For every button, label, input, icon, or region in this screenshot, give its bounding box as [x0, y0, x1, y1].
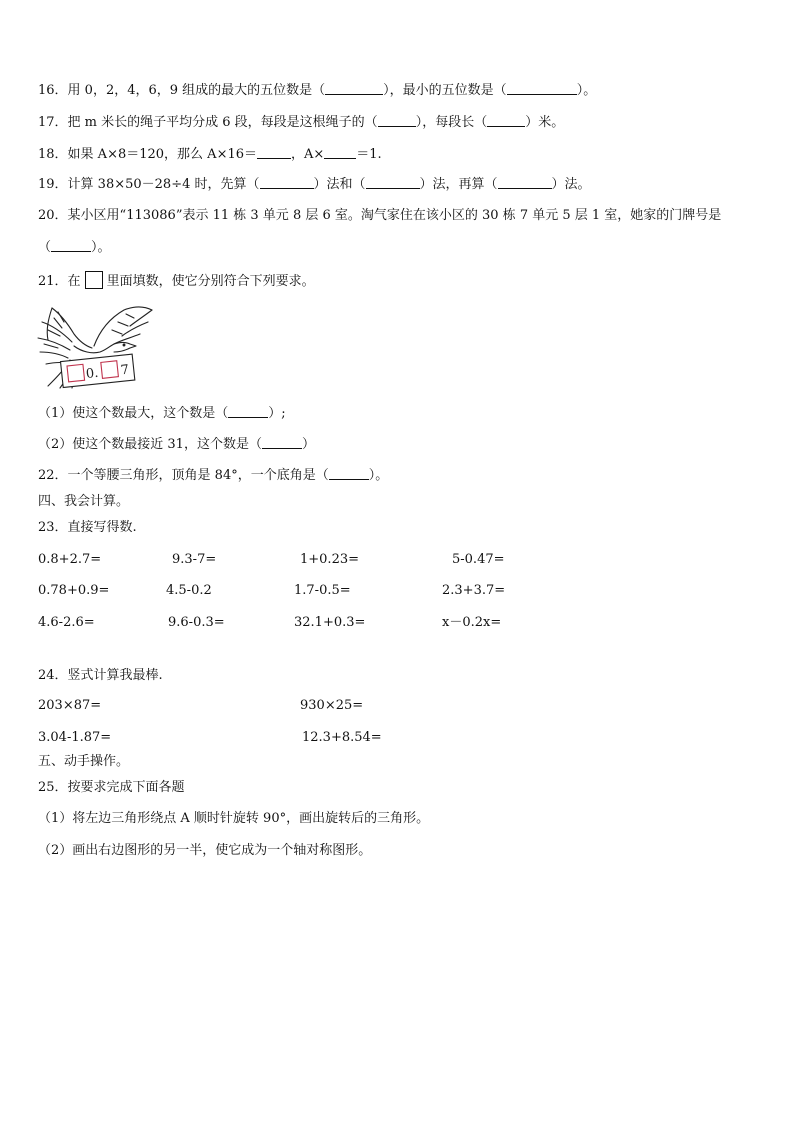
q21-p2-blank[interactable]	[262, 436, 302, 449]
q18-blank-2[interactable]	[324, 146, 356, 159]
q16-number: 16．	[38, 83, 68, 98]
q17-number: 17．	[38, 115, 68, 130]
calc-item: 203×87=	[38, 698, 102, 713]
dove-illustration	[34, 300, 159, 392]
q21-text-b: 里面填数，使它分别符合下列要求。	[106, 274, 315, 289]
q21-p2-text-a: （2）使这个数最接近 31，这个数是（	[38, 437, 262, 452]
question-25-title: 25．按要求完成下面各题	[38, 780, 185, 795]
calc-item: 1+0.23=	[300, 552, 360, 567]
q22-number: 22．	[38, 468, 68, 483]
q16-text-a: 用 0，2，4，6，9 组成的最大的五位数是（	[67, 83, 326, 98]
calc-item: 9.3-7=	[172, 552, 217, 567]
q20-number: 20．	[38, 208, 68, 223]
question-20	[38, 207, 721, 225]
calc-item: 0.78+0.9=	[38, 583, 110, 598]
question-25-part-1: （1）将左边三角形绕点 A 顺时针旋转 90°，画出旋转后的三角形。	[38, 811, 430, 826]
calc-item: 1.7-0.5=	[294, 583, 351, 598]
question-17	[38, 114, 564, 132]
q20-text-close: ）。	[91, 240, 111, 255]
question-22	[38, 467, 388, 485]
q17-blank-1[interactable]	[378, 114, 416, 127]
q19-blank-2[interactable]	[366, 176, 420, 189]
calc-item: 2.3+3.7=	[442, 583, 506, 598]
q19-text-b: ）法和（	[313, 177, 366, 192]
q22-text-b: ）。	[368, 468, 389, 483]
card-dot-text: 0.	[85, 365, 100, 383]
question-21	[38, 271, 315, 291]
calc-item: x－0.2x=	[442, 615, 502, 630]
q19-number: 19．	[38, 177, 68, 192]
q18-number: 18．	[38, 147, 68, 162]
calc-item: 9.6-0.3=	[168, 615, 225, 630]
question-23-title: 23．直接写得数.	[38, 520, 137, 535]
q18-blank-1[interactable]	[257, 146, 291, 159]
question-21-part-1	[38, 405, 286, 423]
calc-item: 5-0.47=	[452, 552, 505, 567]
q18-text-a: 如果 A×8＝120，那么 A×16＝	[67, 147, 257, 162]
question-20-line-2	[38, 239, 111, 257]
q18-text-c: ＝1.	[356, 147, 382, 162]
q17-text-a: 把 m 米长的绳子平均分成 6 段，每段是这根绳子的（	[67, 115, 378, 130]
q20-text-a: 某小区用“113086”表示 11 栋 3 单元 8 层 6 室。淘气家住在该小区的 30 栋 7 单元 5 层 1 室，她家的门牌号是	[67, 208, 722, 223]
q20-text-open: （	[38, 240, 52, 255]
q21-p2-text-b: ）	[301, 437, 315, 452]
q21-number: 21．	[38, 274, 68, 289]
q19-blank-3[interactable]	[498, 176, 552, 189]
q16-text-b: ），最小的五位数是（	[383, 83, 507, 98]
q21-p1-blank[interactable]	[228, 405, 268, 418]
question-16	[38, 82, 596, 100]
q20-blank[interactable]	[51, 239, 91, 252]
q19-text-d: ）法。	[551, 177, 591, 192]
q16-text-c: ）。	[576, 83, 597, 98]
card-seven-text: 7	[120, 362, 130, 379]
q19-text-a: 计算 38×50－28÷4 时，先算（	[67, 177, 260, 192]
blank-square-icon	[85, 271, 103, 289]
q17-text-b: ），每段长（	[415, 115, 488, 130]
q21-text-a: 在	[67, 274, 81, 289]
number-card	[61, 354, 135, 387]
question-24-title: 24．竖式计算我最棒.	[38, 668, 163, 683]
calc-item: 4.6-2.6=	[38, 615, 95, 630]
q16-blank-2[interactable]	[507, 82, 577, 95]
q18-text-b: ，A×	[291, 147, 325, 162]
calc-item: 4.5-0.2	[166, 583, 212, 598]
q19-blank-1[interactable]	[260, 176, 314, 189]
q16-blank-1[interactable]	[325, 82, 383, 95]
section-5-heading: 五、动手操作。	[38, 754, 130, 769]
q19-text-c: ）法，再算（	[419, 177, 498, 192]
calc-item: 3.04-1.87=	[38, 730, 112, 745]
q22-text-a: 一个等腰三角形，顶角是 84°，一个底角是（	[67, 468, 329, 483]
q17-text-c: ）米。	[525, 115, 565, 130]
calc-item: 12.3+8.54=	[302, 730, 382, 745]
q22-blank[interactable]	[329, 467, 369, 480]
calc-item: 32.1+0.3=	[294, 615, 366, 630]
calc-item: 930×25=	[300, 698, 364, 713]
question-25-part-2: （2）画出右边图形的另一半，使它成为一个轴对称图形。	[38, 843, 372, 858]
q21-p1-text-a: （1）使这个数最大，这个数是（	[38, 406, 229, 421]
q21-p1-text-b: ）;	[268, 406, 286, 421]
calc-item: 0.8+2.7=	[38, 552, 102, 567]
question-19	[38, 176, 591, 194]
q17-blank-2[interactable]	[487, 114, 525, 127]
section-4-heading: 四、我会计算。	[38, 494, 130, 509]
question-18	[38, 146, 382, 164]
question-21-part-2	[38, 436, 315, 454]
